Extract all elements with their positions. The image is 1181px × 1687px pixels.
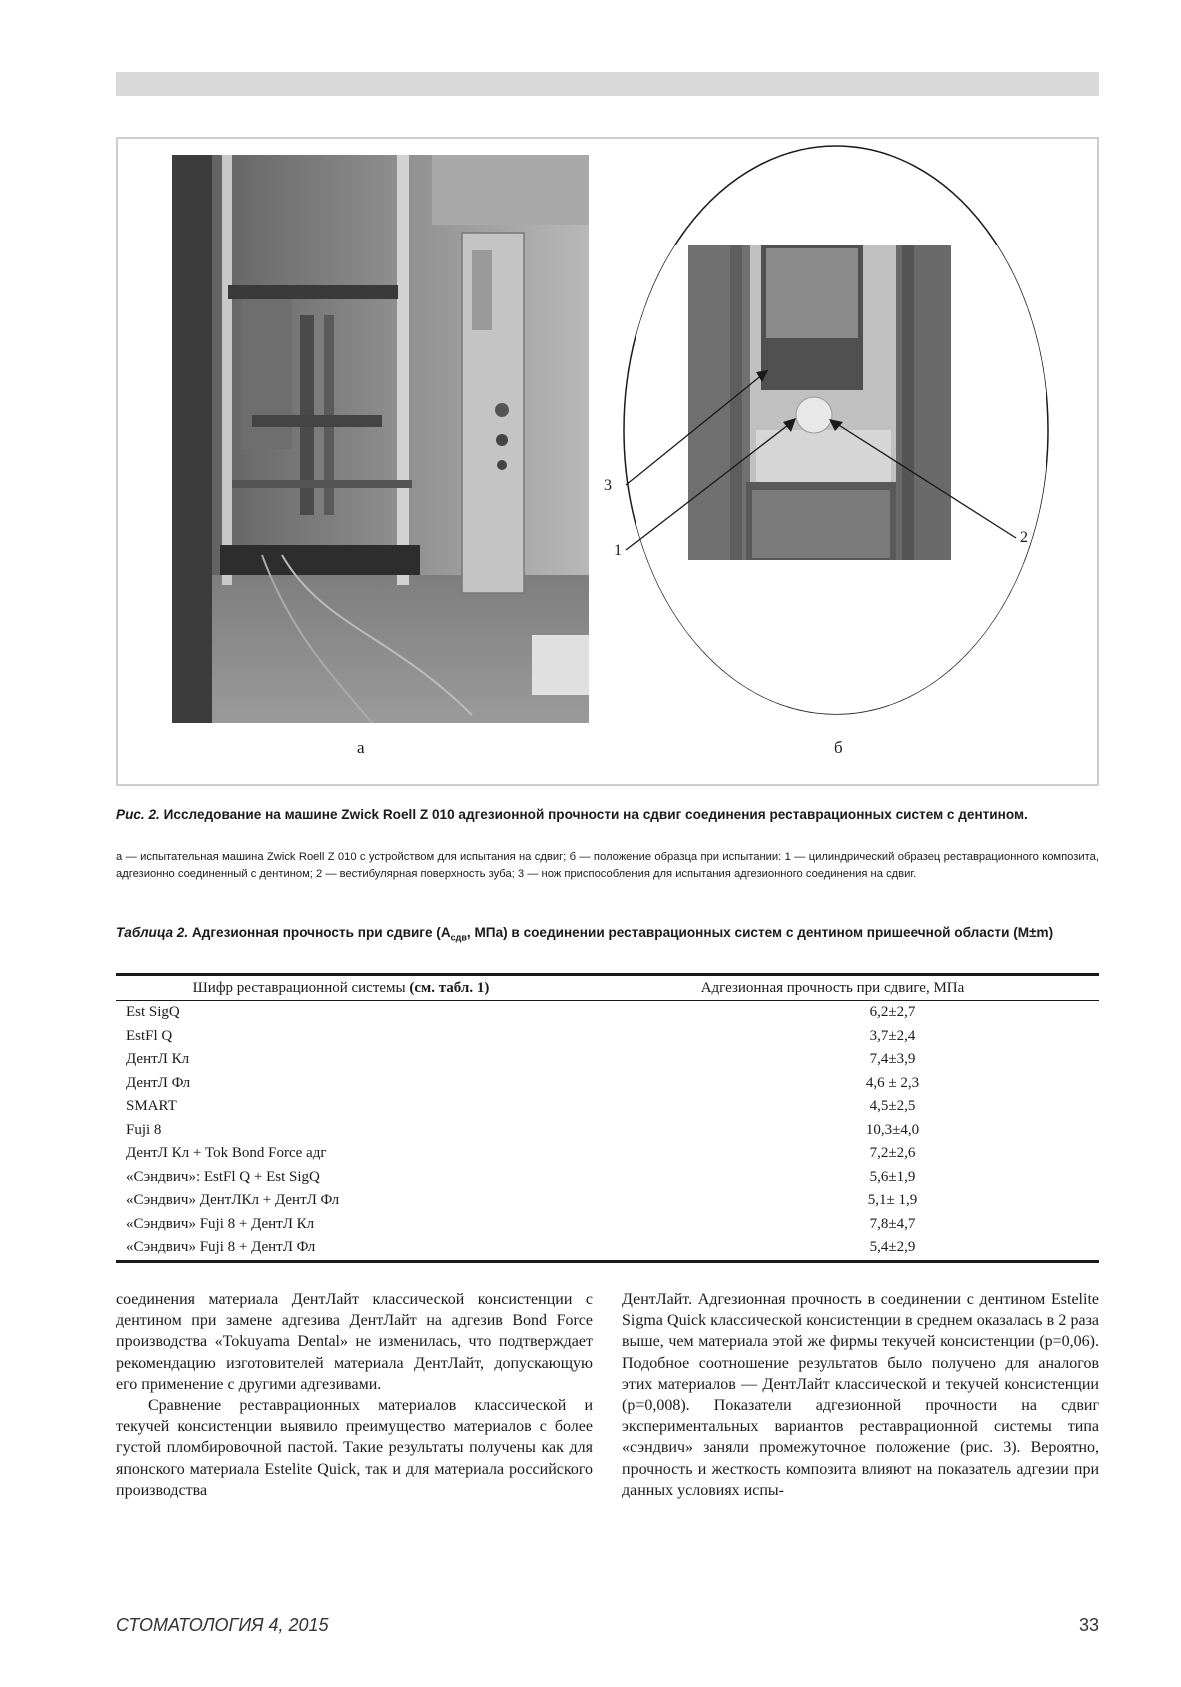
table-cell-value: 5,4±2,9 bbox=[869, 1239, 916, 1256]
table-cell-system: «Сэндвич» ДентЛКл + ДентЛ Фл bbox=[126, 1192, 340, 1209]
body-column-right bbox=[622, 1289, 1099, 1501]
table-cell-system: «Сэндвич» Fuji 8 + ДентЛ Кл bbox=[126, 1215, 315, 1232]
page-number: 33 bbox=[1078, 1615, 1099, 1635]
table-row bbox=[116, 1001, 1099, 1025]
table-cell-system: Fuji 8 bbox=[126, 1121, 162, 1138]
table-cell-value: 4,5±2,5 bbox=[869, 1098, 916, 1115]
table-row bbox=[116, 1025, 1099, 1049]
table-header-code-text: Шифр реставрационной системы bbox=[192, 980, 406, 996]
table-cell-value: 5,1± 1,9 bbox=[867, 1192, 918, 1209]
table-header-code bbox=[116, 975, 566, 1001]
figure-caption-lead: Рис. 2. bbox=[116, 807, 160, 822]
figure-caption-title bbox=[116, 805, 1099, 824]
table-cell-system: «Сэндвич» Fuji 8 + ДентЛ Фл bbox=[126, 1239, 316, 1256]
table-cell-system: «Сэндвич»: EstFl Q + Est SigQ bbox=[126, 1168, 320, 1185]
table-cell-value: 6,2±2,7 bbox=[869, 1004, 916, 1021]
table-row bbox=[116, 1048, 1099, 1072]
callout-1: 1 bbox=[614, 542, 622, 559]
table-cell-system: SMART bbox=[126, 1098, 177, 1115]
table-title bbox=[116, 923, 1099, 948]
panel-label-a: а bbox=[357, 738, 365, 757]
table-title-post: , МПа) в соединении реставрационных систем с дентином пришеечной области (М±m) bbox=[466, 925, 1054, 940]
table-cell-value: 7,4±3,9 bbox=[869, 1051, 916, 1068]
callout-2: 2 bbox=[1020, 529, 1028, 546]
table-cell-value: 7,2±2,6 bbox=[869, 1145, 916, 1162]
table-title-lead: Таблица 2. bbox=[116, 925, 189, 940]
table-row bbox=[116, 1213, 1099, 1237]
header-band bbox=[116, 72, 1099, 96]
adhesion-table bbox=[116, 973, 1099, 1263]
figure-caption-body: а — испытательная машина Zwick Roell Z 010 с устройством для испытания на сдвиг; б — положение образца при испытании: 1 — цилиндрический образец реставрационного композита, адгезионно соединенный с дентином; 2 — вестибулярная поверхность зуба; 3 — нож приспособления для испытания адгезионного соединения на сдвиг. bbox=[116, 851, 1099, 880]
table-row bbox=[116, 1236, 1099, 1261]
body-paragraph: ДентЛайт. Адгезионная прочность в соединении с дентином Estelite Sigma Quick классической консистенции в среднем оказалась в 2 раза выше, чем материала этой же фирмы текучей консистенции (p=0,06). Подобное соотношение результатов было получено для аналогов этих материалов — ДентЛайт классической и текучей консистенции (p=0,008). Показатели адгезионной прочности на сдвиг экспериментальных вариантов реставрационной системы типа «сэндвич» заняли промежуточное положение (рис. 3). Вероятно, прочность и жесткость композита влияют на показатель адгезии при данных условиях испы- bbox=[622, 1291, 1099, 1499]
body-paragraph: Сравнение реставрационных материалов классической и текучей консистенции выявило преимущество материалов с более густой пломбировочной пастой. Такие результаты получены как для японского материала Estelite Quick, так и для материала российского производства bbox=[116, 1397, 593, 1499]
table-row bbox=[116, 1189, 1099, 1213]
table-cell-value: 7,8±4,7 bbox=[869, 1215, 916, 1232]
table-cell-value: 3,7±2,4 bbox=[869, 1027, 916, 1044]
table-title-pre: Адгезионная прочность при сдвиге (А bbox=[191, 925, 451, 940]
table-header-code-ref: (см. табл. 1) bbox=[409, 980, 490, 996]
footer-journal: СТОМАТОЛОГИЯ 4, 2015 bbox=[116, 1615, 329, 1635]
table-cell-system: ДентЛ Кл + Tok Bond Force адг bbox=[126, 1145, 327, 1162]
table-title-sub: сдв bbox=[450, 932, 467, 943]
table-header-row bbox=[116, 975, 1099, 1001]
table-cell-system: Est SigQ bbox=[126, 1004, 180, 1021]
table-row bbox=[116, 1095, 1099, 1119]
callout-3: 3 bbox=[604, 477, 612, 494]
table-header-strength: Адгезионная прочность при сдвиге, МПа bbox=[700, 980, 965, 996]
table-row bbox=[116, 1072, 1099, 1096]
table-cell-value: 5,6±1,9 bbox=[869, 1168, 916, 1185]
body-column-left bbox=[116, 1289, 593, 1501]
photo-specimen-position bbox=[596, 140, 1071, 725]
table-cell-value: 4,6 ± 2,3 bbox=[865, 1074, 920, 1091]
table-cell-system: ДентЛ Фл bbox=[126, 1074, 191, 1091]
table-row bbox=[116, 1119, 1099, 1143]
table-row bbox=[116, 1166, 1099, 1190]
table-cell-system: ДентЛ Кл bbox=[126, 1051, 190, 1068]
table-row bbox=[116, 1142, 1099, 1166]
table-cell-system: EstFl Q bbox=[126, 1027, 173, 1044]
panel-label-b: б bbox=[834, 738, 843, 757]
photo-testing-machine bbox=[172, 155, 589, 723]
body-paragraph: соединения материала ДентЛайт классической консистенции с дентином при замене адгезива ДентЛайт на адгезив Bond Force производства «Tokuyama Dental» не изменилась, что подтверждает рекомендацию изготовителей материала ДентЛайт, допускающую его применение с другими адгезивами. bbox=[116, 1291, 593, 1393]
table-cell-value: 10,3±4,0 bbox=[865, 1121, 920, 1138]
figure-caption-text: Исследование на машине Zwick Roell Z 010 адгезионной прочности на сдвиг соединения реставрационных систем с дентином. bbox=[163, 807, 1028, 822]
